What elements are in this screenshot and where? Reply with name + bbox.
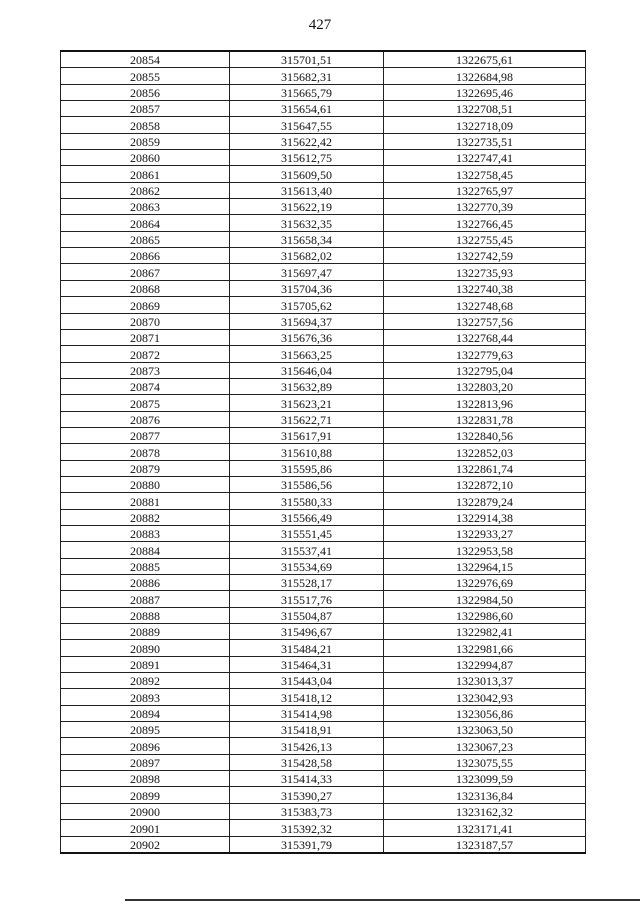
point-number-cell: 20856 bbox=[61, 84, 230, 100]
x-coordinate-cell: 315418,91 bbox=[230, 722, 384, 738]
y-coordinate-cell: 1323056,86 bbox=[384, 705, 586, 721]
point-number-cell: 20865 bbox=[61, 231, 230, 247]
x-coordinate-cell: 315623,21 bbox=[230, 395, 384, 411]
table-row bbox=[61, 51, 586, 68]
table-row bbox=[61, 378, 586, 394]
y-coordinate-cell: 1322914,38 bbox=[384, 509, 586, 525]
table-row bbox=[61, 427, 586, 443]
x-coordinate-cell: 315663,25 bbox=[230, 346, 384, 362]
point-number-cell: 20893 bbox=[61, 689, 230, 705]
point-number-cell: 20863 bbox=[61, 199, 230, 215]
point-number-cell: 20857 bbox=[61, 101, 230, 117]
table-row bbox=[61, 264, 586, 280]
y-coordinate-cell: 1322718,09 bbox=[384, 117, 586, 133]
y-coordinate-cell: 1322984,50 bbox=[384, 591, 586, 607]
x-coordinate-cell: 315528,17 bbox=[230, 575, 384, 591]
x-coordinate-cell: 315443,04 bbox=[230, 673, 384, 689]
point-number-cell: 20866 bbox=[61, 248, 230, 264]
point-number-cell: 20870 bbox=[61, 313, 230, 329]
y-coordinate-cell: 1322831,78 bbox=[384, 411, 586, 427]
table-row bbox=[61, 329, 586, 345]
y-coordinate-cell: 1323067,23 bbox=[384, 738, 586, 754]
x-coordinate-cell: 315537,41 bbox=[230, 542, 384, 558]
x-coordinate-cell: 315704,36 bbox=[230, 280, 384, 296]
y-coordinate-cell: 1322861,74 bbox=[384, 460, 586, 476]
x-coordinate-cell: 315504,87 bbox=[230, 607, 384, 623]
y-coordinate-cell: 1322953,58 bbox=[384, 542, 586, 558]
point-number-cell: 20855 bbox=[61, 68, 230, 84]
y-coordinate-cell: 1323136,84 bbox=[384, 787, 586, 803]
y-coordinate-cell: 1322933,27 bbox=[384, 525, 586, 541]
x-coordinate-cell: 315517,76 bbox=[230, 591, 384, 607]
table-row bbox=[61, 607, 586, 623]
point-number-cell: 20880 bbox=[61, 476, 230, 492]
table-row bbox=[61, 199, 586, 215]
table-row bbox=[61, 460, 586, 476]
y-coordinate-cell: 1323042,93 bbox=[384, 689, 586, 705]
table-row bbox=[61, 166, 586, 182]
y-coordinate-cell: 1322675,61 bbox=[384, 51, 586, 68]
x-coordinate-cell: 315622,42 bbox=[230, 133, 384, 149]
point-number-cell: 20867 bbox=[61, 264, 230, 280]
table-row bbox=[61, 689, 586, 705]
point-number-cell: 20897 bbox=[61, 754, 230, 770]
point-number-cell: 20875 bbox=[61, 395, 230, 411]
y-coordinate-cell: 1322879,24 bbox=[384, 493, 586, 509]
y-coordinate-cell: 1322768,44 bbox=[384, 329, 586, 345]
x-coordinate-cell: 315632,35 bbox=[230, 215, 384, 231]
y-coordinate-cell: 1323063,50 bbox=[384, 722, 586, 738]
y-coordinate-cell: 1322708,51 bbox=[384, 101, 586, 117]
y-coordinate-cell: 1322758,45 bbox=[384, 166, 586, 182]
x-coordinate-cell: 315697,47 bbox=[230, 264, 384, 280]
table-row bbox=[61, 754, 586, 770]
y-coordinate-cell: 1323075,55 bbox=[384, 754, 586, 770]
y-coordinate-cell: 1322981,66 bbox=[384, 640, 586, 656]
x-coordinate-cell: 315392,32 bbox=[230, 820, 384, 836]
point-number-cell: 20874 bbox=[61, 378, 230, 394]
y-coordinate-cell: 1322695,46 bbox=[384, 84, 586, 100]
table-row bbox=[61, 395, 586, 411]
table-row bbox=[61, 787, 586, 803]
y-coordinate-cell: 1322976,69 bbox=[384, 575, 586, 591]
table-row bbox=[61, 542, 586, 558]
table-row bbox=[61, 525, 586, 541]
table-row bbox=[61, 722, 586, 738]
point-number-cell: 20878 bbox=[61, 444, 230, 460]
y-coordinate-cell: 1323013,37 bbox=[384, 673, 586, 689]
point-number-cell: 20859 bbox=[61, 133, 230, 149]
table-row bbox=[61, 182, 586, 198]
table-row bbox=[61, 101, 586, 117]
point-number-cell: 20871 bbox=[61, 329, 230, 345]
y-coordinate-cell: 1323099,59 bbox=[384, 771, 586, 787]
x-coordinate-cell: 315612,75 bbox=[230, 150, 384, 166]
y-coordinate-cell: 1322757,56 bbox=[384, 313, 586, 329]
table-row bbox=[61, 640, 586, 656]
point-number-cell: 20882 bbox=[61, 509, 230, 525]
point-number-cell: 20900 bbox=[61, 803, 230, 819]
y-coordinate-cell: 1322684,98 bbox=[384, 68, 586, 84]
point-number-cell: 20872 bbox=[61, 346, 230, 362]
y-coordinate-cell: 1322747,41 bbox=[384, 150, 586, 166]
x-coordinate-cell: 315566,49 bbox=[230, 509, 384, 525]
table-row bbox=[61, 297, 586, 313]
y-coordinate-cell: 1322840,56 bbox=[384, 427, 586, 443]
x-coordinate-cell: 315622,19 bbox=[230, 199, 384, 215]
y-coordinate-cell: 1322748,68 bbox=[384, 297, 586, 313]
y-coordinate-cell: 1322766,45 bbox=[384, 215, 586, 231]
y-coordinate-cell: 1322735,93 bbox=[384, 264, 586, 280]
y-coordinate-cell: 1322964,15 bbox=[384, 558, 586, 574]
y-coordinate-cell: 1323171,41 bbox=[384, 820, 586, 836]
table-row bbox=[61, 624, 586, 640]
table-row bbox=[61, 509, 586, 525]
point-number-cell: 20854 bbox=[61, 51, 230, 68]
x-coordinate-cell: 315694,37 bbox=[230, 313, 384, 329]
x-coordinate-cell: 315484,21 bbox=[230, 640, 384, 656]
x-coordinate-cell: 315646,04 bbox=[230, 362, 384, 378]
x-coordinate-cell: 315654,61 bbox=[230, 101, 384, 117]
y-coordinate-cell: 1322986,60 bbox=[384, 607, 586, 623]
x-coordinate-cell: 315705,62 bbox=[230, 297, 384, 313]
point-number-cell: 20883 bbox=[61, 525, 230, 541]
point-number-cell: 20861 bbox=[61, 166, 230, 182]
point-number-cell: 20869 bbox=[61, 297, 230, 313]
x-coordinate-cell: 315609,50 bbox=[230, 166, 384, 182]
table-row bbox=[61, 362, 586, 378]
table-row bbox=[61, 133, 586, 149]
x-coordinate-cell: 315613,40 bbox=[230, 182, 384, 198]
y-coordinate-cell: 1322765,97 bbox=[384, 182, 586, 198]
x-coordinate-cell: 315418,12 bbox=[230, 689, 384, 705]
y-coordinate-cell: 1322770,39 bbox=[384, 199, 586, 215]
x-coordinate-cell: 315676,36 bbox=[230, 329, 384, 345]
y-coordinate-cell: 1322742,59 bbox=[384, 248, 586, 264]
point-number-cell: 20899 bbox=[61, 787, 230, 803]
x-coordinate-cell: 315632,89 bbox=[230, 378, 384, 394]
table-row bbox=[61, 738, 586, 754]
point-number-cell: 20887 bbox=[61, 591, 230, 607]
table-row bbox=[61, 493, 586, 509]
x-coordinate-cell: 315701,51 bbox=[230, 51, 384, 68]
point-number-cell: 20891 bbox=[61, 656, 230, 672]
y-coordinate-cell: 1322994,87 bbox=[384, 656, 586, 672]
point-number-cell: 20892 bbox=[61, 673, 230, 689]
x-coordinate-cell: 315390,27 bbox=[230, 787, 384, 803]
x-coordinate-cell: 315665,79 bbox=[230, 84, 384, 100]
table-row bbox=[61, 771, 586, 787]
x-coordinate-cell: 315534,69 bbox=[230, 558, 384, 574]
point-number-cell: 20901 bbox=[61, 820, 230, 836]
y-coordinate-cell: 1322803,20 bbox=[384, 378, 586, 394]
y-coordinate-cell: 1322779,63 bbox=[384, 346, 586, 362]
x-coordinate-cell: 315414,33 bbox=[230, 771, 384, 787]
y-coordinate-cell: 1322852,03 bbox=[384, 444, 586, 460]
x-coordinate-cell: 315586,56 bbox=[230, 476, 384, 492]
x-coordinate-cell: 315414,98 bbox=[230, 705, 384, 721]
y-coordinate-cell: 1323187,57 bbox=[384, 836, 586, 853]
point-number-cell: 20885 bbox=[61, 558, 230, 574]
point-number-cell: 20884 bbox=[61, 542, 230, 558]
table-row bbox=[61, 444, 586, 460]
table-row bbox=[61, 575, 586, 591]
x-coordinate-cell: 315428,58 bbox=[230, 754, 384, 770]
point-number-cell: 20894 bbox=[61, 705, 230, 721]
x-coordinate-cell: 315622,71 bbox=[230, 411, 384, 427]
point-number-cell: 20902 bbox=[61, 836, 230, 853]
table-row bbox=[61, 68, 586, 84]
page-number: 427 bbox=[308, 17, 332, 33]
table-row bbox=[61, 215, 586, 231]
table-row bbox=[61, 280, 586, 296]
point-number-cell: 20858 bbox=[61, 117, 230, 133]
table-row bbox=[61, 84, 586, 100]
point-number-cell: 20879 bbox=[61, 460, 230, 476]
table-row bbox=[61, 150, 586, 166]
x-coordinate-cell: 315682,02 bbox=[230, 248, 384, 264]
point-number-cell: 20898 bbox=[61, 771, 230, 787]
point-number-cell: 20881 bbox=[61, 493, 230, 509]
table-body bbox=[61, 51, 586, 853]
bottom-rule bbox=[125, 899, 640, 901]
y-coordinate-cell: 1322813,96 bbox=[384, 395, 586, 411]
table-row bbox=[61, 803, 586, 819]
y-coordinate-cell: 1322755,45 bbox=[384, 231, 586, 247]
table-row bbox=[61, 705, 586, 721]
x-coordinate-cell: 315595,86 bbox=[230, 460, 384, 476]
point-number-cell: 20860 bbox=[61, 150, 230, 166]
table-row bbox=[61, 673, 586, 689]
point-number-cell: 20862 bbox=[61, 182, 230, 198]
y-coordinate-cell: 1322982,41 bbox=[384, 624, 586, 640]
point-number-cell: 20889 bbox=[61, 624, 230, 640]
y-coordinate-cell: 1322795,04 bbox=[384, 362, 586, 378]
point-number-cell: 20876 bbox=[61, 411, 230, 427]
table-row bbox=[61, 656, 586, 672]
table-row bbox=[61, 231, 586, 247]
point-number-cell: 20895 bbox=[61, 722, 230, 738]
point-number-cell: 20896 bbox=[61, 738, 230, 754]
x-coordinate-cell: 315551,45 bbox=[230, 525, 384, 541]
table-row bbox=[61, 836, 586, 853]
table-row bbox=[61, 248, 586, 264]
table-row bbox=[61, 476, 586, 492]
point-number-cell: 20873 bbox=[61, 362, 230, 378]
table-row bbox=[61, 411, 586, 427]
table-row bbox=[61, 591, 586, 607]
y-coordinate-cell: 1322735,51 bbox=[384, 133, 586, 149]
coordinates-table bbox=[60, 50, 586, 854]
table-row bbox=[61, 558, 586, 574]
x-coordinate-cell: 315610,88 bbox=[230, 444, 384, 460]
x-coordinate-cell: 315647,55 bbox=[230, 117, 384, 133]
point-number-cell: 20864 bbox=[61, 215, 230, 231]
point-number-cell: 20868 bbox=[61, 280, 230, 296]
y-coordinate-cell: 1323162,32 bbox=[384, 803, 586, 819]
x-coordinate-cell: 315580,33 bbox=[230, 493, 384, 509]
table-row bbox=[61, 117, 586, 133]
y-coordinate-cell: 1322872,10 bbox=[384, 476, 586, 492]
point-number-cell: 20886 bbox=[61, 575, 230, 591]
point-number-cell: 20888 bbox=[61, 607, 230, 623]
table-row bbox=[61, 820, 586, 836]
point-number-cell: 20877 bbox=[61, 427, 230, 443]
x-coordinate-cell: 315383,73 bbox=[230, 803, 384, 819]
x-coordinate-cell: 315496,67 bbox=[230, 624, 384, 640]
point-number-cell: 20890 bbox=[61, 640, 230, 656]
x-coordinate-cell: 315617,91 bbox=[230, 427, 384, 443]
x-coordinate-cell: 315464,31 bbox=[230, 656, 384, 672]
table-row bbox=[61, 346, 586, 362]
x-coordinate-cell: 315658,34 bbox=[230, 231, 384, 247]
table-row bbox=[61, 313, 586, 329]
x-coordinate-cell: 315426,13 bbox=[230, 738, 384, 754]
y-coordinate-cell: 1322740,38 bbox=[384, 280, 586, 296]
x-coordinate-cell: 315682,31 bbox=[230, 68, 384, 84]
x-coordinate-cell: 315391,79 bbox=[230, 836, 384, 853]
